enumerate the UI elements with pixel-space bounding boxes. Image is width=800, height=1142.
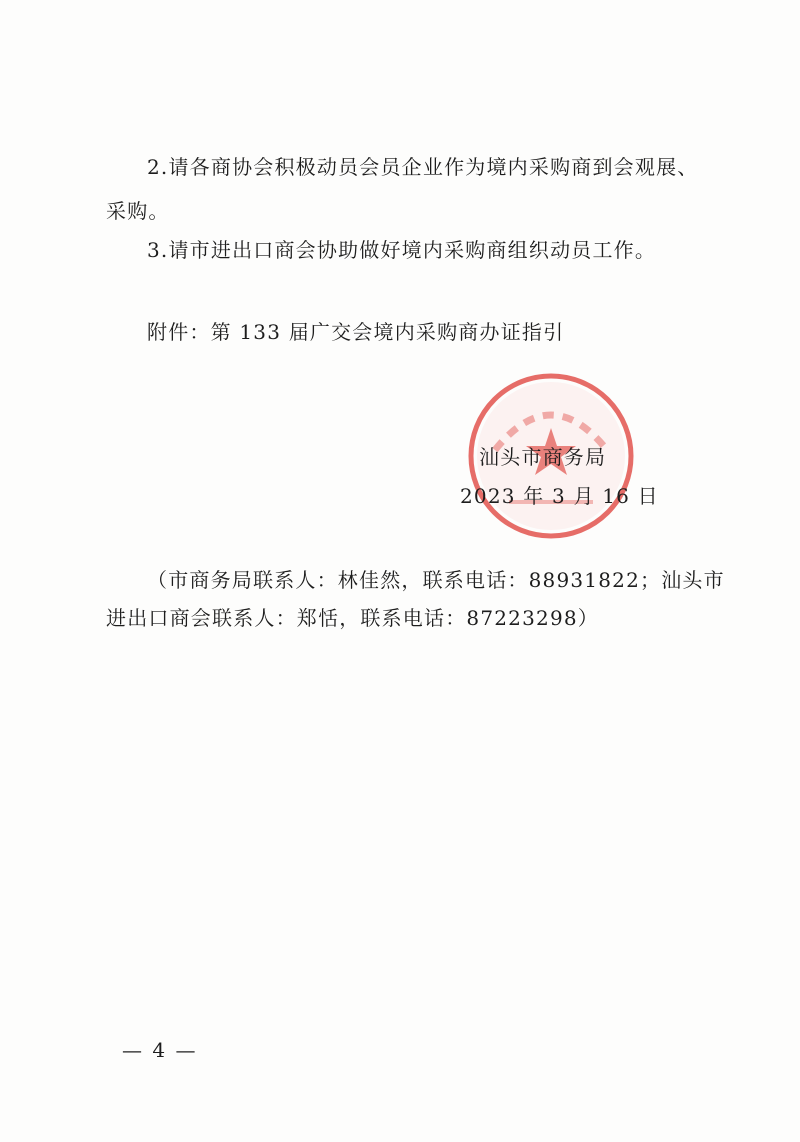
paragraph-item-3: 3.请市进出口商会协助做好境内采购商组织动员工作。 — [147, 238, 657, 262]
page-number: — 4 — — [122, 1038, 198, 1062]
issuer-name: 汕头市商务局 — [479, 445, 607, 469]
paragraph-item-2-line1: 2.请各商协会积极动员会员企业作为境内采购商到会观展、 — [147, 155, 699, 179]
contact-line1: （市商务局联系人：林佳然，联系电话：88931822；汕头市 — [147, 568, 725, 592]
attachment-line: 附件：第 133 届广交会境内采购商办证指引 — [147, 320, 565, 344]
paragraph-item-2-line2: 采购。 — [106, 199, 170, 223]
contact-line2: 进出口商会联系人：郑恬，联系电话：87223298） — [106, 606, 599, 630]
issue-date: 2023 年 3 月 16 日 — [460, 484, 659, 508]
